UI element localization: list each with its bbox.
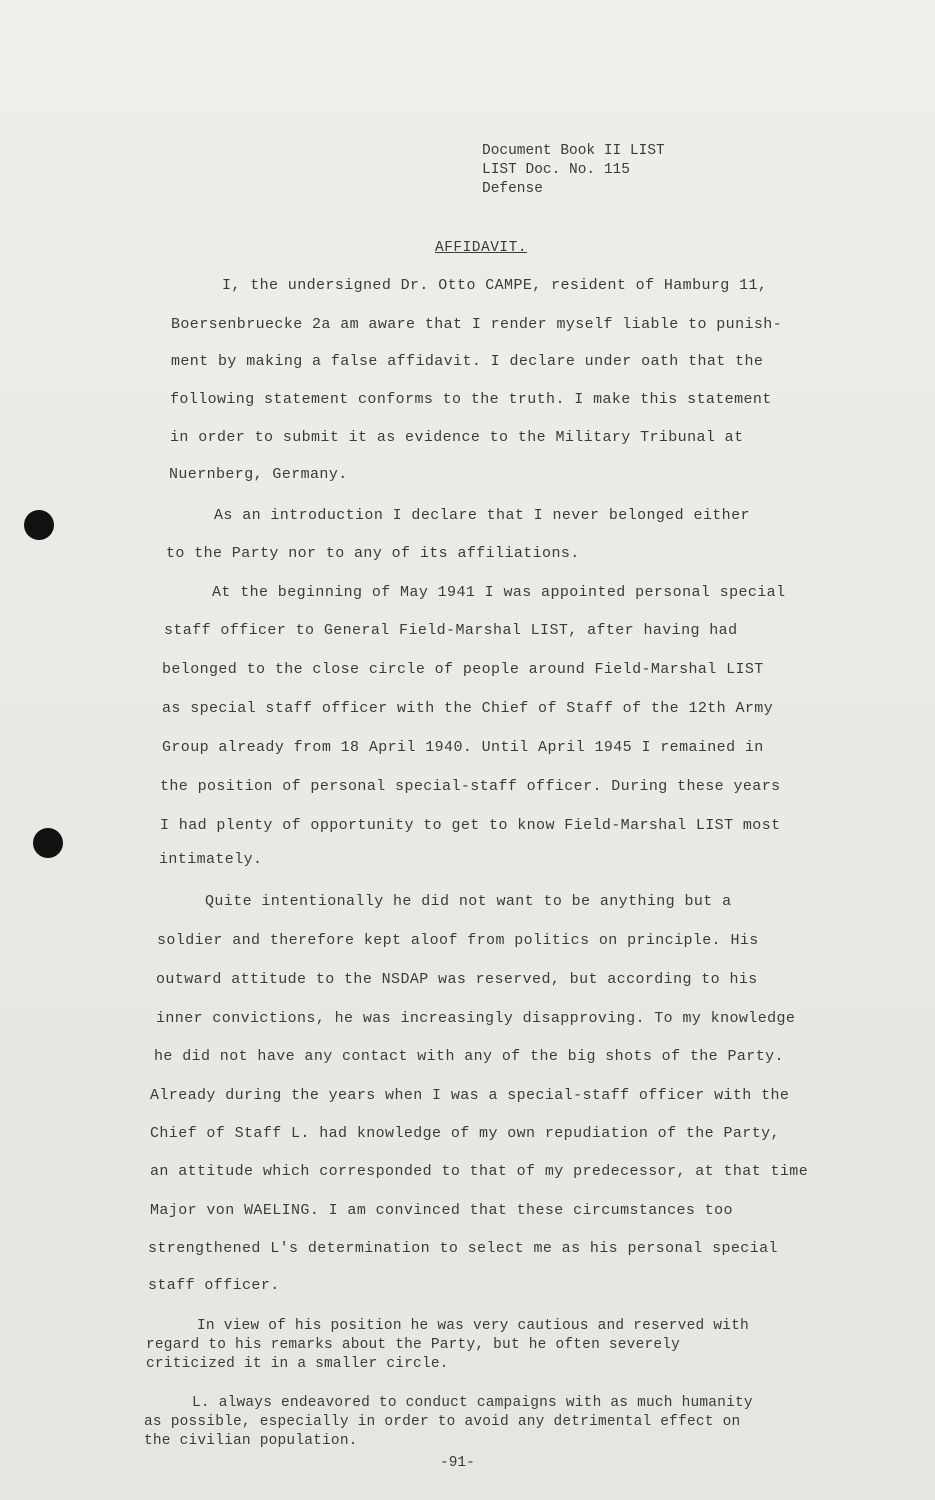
header-line-book: Document Book II LIST — [482, 143, 665, 159]
text-line: In view of his position he was very cautious and reserved with — [197, 1318, 749, 1334]
text-line: staff officer to General Field-Marshal LIST, after having had — [164, 622, 738, 639]
text-line: to the Party nor to any of its affiliations. — [166, 545, 580, 562]
text-line: soldier and therefore kept aloof from politics on principle. His — [157, 932, 759, 949]
text-line: Already during the years when I was a special-staff officer with the — [150, 1087, 790, 1104]
text-line: inner convictions, he was increasingly disapproving. To my knowledge — [156, 1010, 796, 1027]
document-title: AFFIDAVIT. — [435, 240, 528, 256]
text-line: regard to his remarks about the Party, but he often severely — [146, 1337, 681, 1353]
text-line: the position of personal special-staff officer. During these years — [160, 778, 781, 795]
header-line-doc-number: LIST Doc. No. 115 — [482, 162, 630, 178]
document-header — [482, 142, 665, 199]
text-line: as possible, especially in order to avoid any detrimental effect on — [144, 1414, 741, 1430]
text-line: as special staff officer with the Chief of Staff of the 12th Army — [162, 700, 774, 717]
text-line: belonged to the close circle of people around Field-Marshal LIST — [162, 661, 764, 678]
text-line: Major von WAELING. I am convinced that these circumstances too — [150, 1202, 733, 1219]
text-line: Quite intentionally he did not want to be anything but a — [205, 893, 732, 910]
punch-hole — [24, 510, 54, 540]
text-line: Chief of Staff L. had knowledge of my own repudiation of the Party, — [150, 1125, 780, 1142]
text-line: in order to submit it as evidence to the Military Tribunal at — [170, 429, 744, 446]
text-line: following statement conforms to the truth. I make this statement — [170, 391, 772, 408]
text-line: an attitude which corresponded to that of my predecessor, at that time — [150, 1163, 809, 1180]
text-line: Group already from 18 April 1940. Until April 1945 I remained in — [162, 739, 764, 756]
text-line: I, the undersigned Dr. Otto CAMPE, resident of Hamburg 11, — [222, 277, 768, 294]
text-line: Nuernberg, Germany. — [169, 466, 348, 483]
text-line: he did not have any contact with any of the big shots of the Party. — [154, 1048, 784, 1065]
text-line: Boersenbruecke 2a am aware that I render myself liable to punish- — [171, 316, 783, 333]
text-line: As an introduction I declare that I never belonged either — [214, 507, 750, 524]
text-line: outward attitude to the NSDAP was reserved, but according to his — [156, 971, 758, 988]
punch-hole — [33, 828, 63, 858]
text-line: strengthened L's determination to select me as his personal special — [148, 1240, 778, 1257]
text-line: staff officer. — [148, 1277, 280, 1294]
text-line: intimately. — [159, 851, 263, 868]
text-line: criticized it in a smaller circle. — [146, 1356, 449, 1372]
text-line: At the beginning of May 1941 I was appointed personal special — [212, 584, 786, 601]
page-number: -91- — [440, 1455, 475, 1471]
text-line: the civilian population. — [144, 1433, 358, 1449]
text-line: L. always endeavored to conduct campaigns with as much humanity — [192, 1395, 753, 1411]
text-line: I had plenty of opportunity to get to know Field-Marshal LIST most — [160, 817, 781, 834]
header-line-defense: Defense — [482, 181, 543, 197]
text-line: ment by making a false affidavit. I declare under oath that the — [171, 353, 764, 370]
